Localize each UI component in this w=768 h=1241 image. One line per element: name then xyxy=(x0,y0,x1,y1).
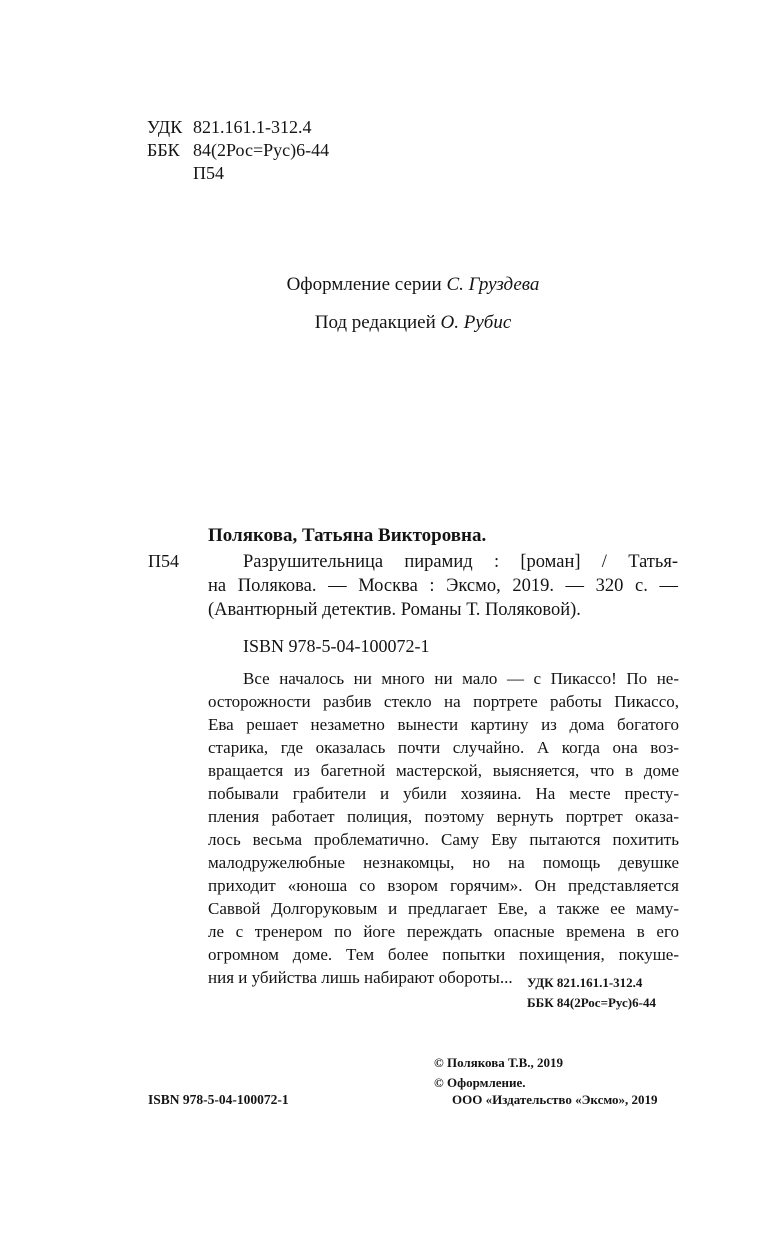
annotation-line: Все началось ни много ни мало — с Пикассо! По не- xyxy=(243,669,679,688)
copyright-publisher: ООО «Издательство «Эксмо», 2019 xyxy=(452,1092,658,1107)
bbk-label: ББК xyxy=(147,140,180,160)
annotation-line: малодружелюбные незнакомцы, но на помощь девушке xyxy=(208,853,679,872)
annotation-line: осторожности разбив стекло на портрете работы Пикассо, xyxy=(208,692,679,711)
author-mark: П54 xyxy=(193,163,224,183)
udk-label: УДК xyxy=(147,117,183,137)
annotation-line: ле с тренером по йоге переждать опасные времена в его xyxy=(208,922,679,941)
annotation-line: вращается из багетной мастерской, выясняется, что в доме xyxy=(208,761,679,780)
entry-line: на Полякова. — Москва : Эксмо, 2019. — 320 с. — xyxy=(208,576,678,596)
footer-udk: УДК 821.161.1-312.4 xyxy=(527,975,643,990)
bbk-value: 84(2Рос=Рус)6-44 xyxy=(193,140,330,160)
annotation xyxy=(208,667,679,989)
copyright-design: © Оформление. xyxy=(434,1075,526,1090)
udk-row xyxy=(147,116,312,138)
entry-line: Разрушительница пирамид : [роман] / Татья- xyxy=(243,552,678,572)
series-design-name: С. Груздева xyxy=(446,274,540,295)
series-design-prefix: Оформление серии xyxy=(286,274,442,295)
editor-name: О. Рубис xyxy=(440,312,512,333)
entry-author-mark: П54 xyxy=(148,551,179,571)
annotation-line: ния и убийства лишь набирают обороты... xyxy=(208,968,513,987)
entry-line: (Авантюрный детектив. Романы Т. Поляковой). xyxy=(208,600,581,620)
annotation-line: огромном доме. Тем более попытки похищения, покуше- xyxy=(208,945,679,964)
entry-description xyxy=(208,550,678,622)
footer-bbk: ББК 84(2Рос=Рус)6-44 xyxy=(527,995,656,1010)
udk-value: 821.161.1-312.4 xyxy=(193,117,312,137)
footer-isbn: ISBN 978-5-04-100072-1 xyxy=(148,1092,289,1107)
editor-prefix: Под редакцией xyxy=(314,312,436,333)
annotation-line: старика, где оказалась почти случайно. А когда она воз- xyxy=(208,738,679,757)
bbk-row xyxy=(147,139,329,161)
annotation-line: приходит «юноша со взором горячим». Он представляется xyxy=(208,876,679,895)
editor-credit xyxy=(0,311,768,335)
entry-author: Полякова, Татьяна Викторовна. xyxy=(208,525,487,546)
series-design-credit xyxy=(0,273,768,297)
annotation-line: Саввой Долгоруковым и предлагает Еве, а также ее маму- xyxy=(208,899,679,918)
annotation-line: Ева решает незаметно вынести картину из дома богатого xyxy=(208,715,679,734)
annotation-line: побывали грабители и убили хозяина. На месте престу- xyxy=(208,784,679,803)
annotation-line: лось весьма проблематично. Саму Еву пытаются похитить xyxy=(208,830,679,849)
annotation-line: пления работает полиция, поэтому вернуть портрет оказа- xyxy=(208,807,679,826)
entry-isbn: ISBN 978-5-04-100072-1 xyxy=(243,636,430,656)
copyright-author: © Полякова Т.В., 2019 xyxy=(434,1055,564,1070)
